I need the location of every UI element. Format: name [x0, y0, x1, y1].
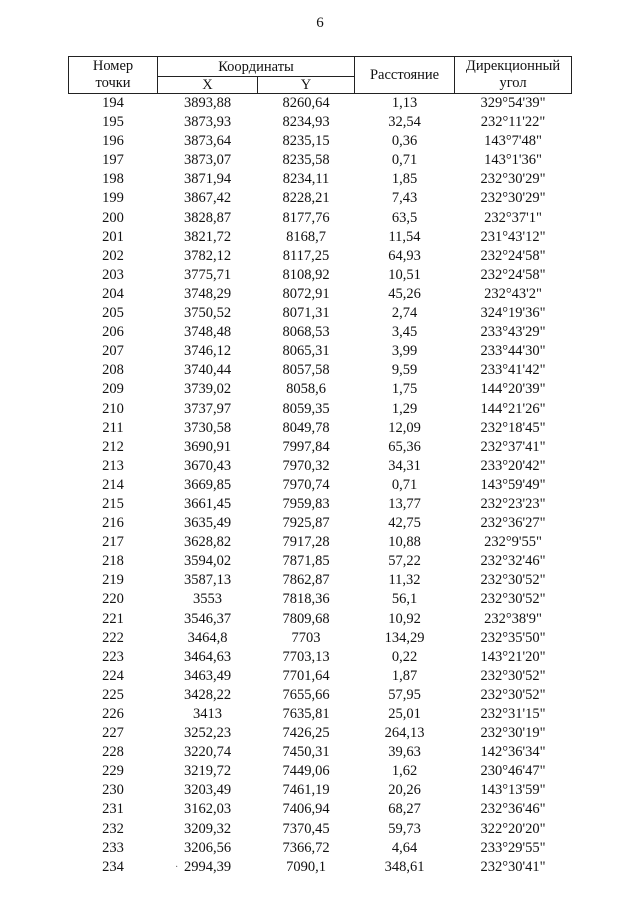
cell-point-number: 203 [102, 266, 124, 283]
cell-x: 3750,52 [183, 305, 232, 322]
cell-x: 3737,97 [183, 400, 232, 417]
cell-x: 3867,42 [183, 190, 232, 207]
cell-distance: 10,88 [388, 534, 421, 551]
cell-y: 8071,31 [282, 305, 330, 322]
table-row [69, 209, 572, 228]
cell-y: 7701,64 [282, 667, 330, 684]
cell-bearing: 232°38'9" [484, 610, 542, 627]
cell-point-number: 204 [102, 285, 124, 302]
cell-bearing: 232°30'52" [480, 572, 546, 589]
cell-x: 3464,8 [187, 629, 228, 646]
cell-bearing: 329°54'39" [480, 95, 546, 111]
cell-y: 8235,15 [282, 133, 330, 150]
cell-y: 8108,92 [282, 266, 330, 283]
cell-point-number: 222 [102, 629, 124, 646]
cell-point-number: 206 [102, 324, 124, 341]
coordinates-table-container [68, 56, 571, 877]
cell-point-number: 231 [102, 801, 124, 818]
table-row [69, 189, 572, 208]
table-row [69, 247, 572, 266]
table-row [69, 151, 572, 170]
header-distance: Расстояние [355, 57, 455, 94]
cell-distance: 0,36 [391, 133, 418, 150]
cell-distance: 63,5 [391, 209, 418, 226]
cell-distance: 59,73 [388, 820, 421, 837]
cell-y: 8234,93 [282, 114, 330, 131]
cell-distance: 3,99 [391, 343, 418, 360]
cell-bearing: 232°36'46" [480, 801, 546, 818]
table-row [69, 686, 572, 705]
cell-x: 3871,94 [183, 171, 232, 188]
cell-x: 3669,85 [183, 476, 232, 493]
cell-y: 7818,36 [282, 591, 330, 608]
cell-x: 3553 [193, 591, 222, 608]
table-row [69, 800, 572, 819]
cell-distance: 56,1 [391, 591, 418, 608]
cell-point-number: 200 [102, 209, 124, 226]
cell-point-number: 195 [102, 114, 124, 131]
cell-bearing: 232°23'23" [480, 495, 546, 512]
cell-y: 7862,87 [282, 572, 330, 589]
cell-distance: 42,75 [388, 515, 421, 532]
cell-bearing: 322°20'20" [480, 820, 546, 837]
table-row [69, 495, 572, 514]
header-coordinates: Координаты [158, 57, 355, 77]
cell-x: 3739,02 [183, 381, 232, 398]
cell-distance: 20,26 [388, 782, 421, 799]
cell-y: 8068,53 [282, 324, 330, 341]
cell-bearing: 230°46'47" [480, 763, 546, 780]
cell-bearing: 232°30'52" [480, 591, 546, 608]
header-point-number [69, 57, 158, 94]
cell-y: 8228,21 [282, 190, 330, 207]
cell-bearing: 232°37'1" [484, 209, 542, 226]
cell-bearing: 233°43'29" [480, 324, 546, 341]
cell-point-number: 215 [102, 495, 124, 512]
cell-x: 3873,93 [183, 114, 232, 131]
coordinates-table [68, 56, 572, 877]
cell-distance: 264,13 [384, 725, 425, 742]
cell-bearing: 143°1'36" [484, 152, 542, 169]
table-row [69, 820, 572, 839]
cell-bearing: 144°20'39" [480, 381, 546, 398]
cell-y: 7925,87 [282, 515, 330, 532]
cell-point-number: 224 [102, 667, 124, 684]
cell-y: 7917,28 [282, 534, 330, 551]
cell-x: 3748,29 [183, 285, 232, 302]
cell-y: 7449,06 [282, 763, 330, 780]
cell-y: 7703 [291, 629, 321, 646]
cell-x: 3873,07 [183, 152, 232, 169]
cell-bearing: 232°18'45" [480, 419, 546, 436]
table-row [69, 94, 572, 114]
table-row [69, 361, 572, 380]
cell-y: 8058,6 [286, 381, 326, 398]
cell-bearing: 232°32'46" [480, 553, 546, 570]
table-row [69, 514, 572, 533]
cell-x: 3893,88 [183, 95, 232, 111]
cell-x: 3413 [193, 706, 222, 722]
cell-point-number: 196 [102, 133, 124, 150]
table-row [69, 571, 572, 590]
cell-point-number: 199 [102, 190, 124, 207]
cell-y: 8234,11 [282, 171, 330, 188]
cell-bearing: 232°9'55" [484, 534, 542, 551]
cell-point-number: 201 [102, 228, 124, 245]
cell-y: 7450,31 [282, 744, 330, 761]
cell-bearing: 143°59'49" [480, 476, 546, 493]
cell-x: 3821,72 [183, 228, 232, 245]
cell-y: 7655,66 [282, 686, 330, 703]
table-row [69, 400, 572, 419]
cell-x: 3464,63 [183, 648, 232, 665]
cell-x: 3209,32 [183, 820, 232, 837]
cell-distance: 39,63 [388, 744, 421, 761]
table-row [69, 781, 572, 800]
cell-point-number: 229 [102, 763, 124, 780]
cell-bearing: 324°19'36" [480, 305, 546, 322]
cell-distance: 1,85 [391, 171, 418, 188]
cell-bearing: 232°30'19" [480, 725, 546, 742]
table-row [69, 839, 572, 858]
cell-y: 8059,35 [282, 400, 330, 417]
cell-y: 7406,94 [282, 801, 330, 818]
cell-y: 8072,91 [282, 285, 330, 302]
cell-x: 3670,43 [183, 457, 232, 474]
cell-bearing: 233°41'42" [480, 362, 546, 379]
cell-distance: 0,71 [391, 152, 418, 169]
cell-x: 3775,71 [183, 266, 232, 283]
cell-x: 3873,64 [183, 133, 232, 150]
cell-point-number: 220 [102, 591, 124, 608]
cell-x: 2994,39 [183, 858, 232, 875]
table-row [69, 724, 572, 743]
cell-bearing: 232°11'22" [480, 114, 546, 131]
cell-point-number: 223 [102, 648, 124, 665]
cell-distance: 0,22 [391, 648, 418, 665]
cell-point-number: 233 [102, 839, 124, 856]
cell-point-number: 197 [102, 152, 124, 169]
table-row [69, 285, 572, 304]
cell-y: 8057,58 [282, 362, 330, 379]
cell-x: 3428,22 [183, 686, 232, 703]
table-row [69, 113, 572, 132]
header-bearing-line2: угол [499, 75, 527, 91]
cell-x: 3546,37 [183, 610, 232, 627]
table-row [69, 648, 572, 667]
table-row [69, 705, 572, 724]
cell-point-number: 221 [102, 610, 124, 627]
cell-bearing: 232°24'58" [480, 247, 546, 264]
table-row [69, 629, 572, 648]
page-number: 6 [316, 15, 324, 31]
table-row [69, 533, 572, 552]
cell-distance: 45,26 [388, 285, 421, 302]
cell-point-number: 209 [102, 381, 124, 398]
cell-bearing: 232°24'58" [480, 266, 546, 283]
cell-distance: 1,13 [391, 95, 418, 111]
cell-y: 7090,1 [286, 858, 326, 875]
cell-bearing: 232°31'15" [480, 706, 546, 722]
cell-y: 7366,72 [282, 839, 330, 856]
table-row [69, 170, 572, 189]
cell-point-number: 219 [102, 572, 124, 589]
cell-y: 8177,76 [282, 209, 330, 226]
cell-x: 3203,49 [183, 782, 232, 799]
cell-y: 7426,25 [282, 725, 330, 742]
cell-distance: 57,95 [388, 686, 421, 703]
cell-x: 3220,74 [183, 744, 232, 761]
cell-x: 3661,45 [183, 495, 232, 512]
cell-bearing: 232°30'29" [480, 171, 546, 188]
cell-x: 3463,49 [183, 667, 232, 684]
table-row [69, 457, 572, 476]
cell-distance: 68,27 [388, 801, 421, 818]
table-row [69, 476, 572, 495]
cell-distance: 1,75 [391, 381, 418, 398]
cell-x: 3690,91 [183, 438, 232, 455]
cell-x: 3162,03 [183, 801, 232, 818]
cell-distance: 1,87 [391, 667, 418, 684]
cell-bearing: 232°36'27" [480, 515, 546, 532]
cell-bearing: 231°43'12" [480, 228, 546, 245]
cell-point-number: 207 [102, 343, 124, 360]
cell-bearing: 143°7'48" [484, 133, 542, 150]
table-row [69, 266, 572, 285]
cell-x: 3635,49 [183, 515, 232, 532]
cell-y: 8260,64 [282, 95, 330, 111]
table-row [69, 228, 572, 247]
cell-bearing: 142°36'34" [480, 744, 546, 761]
cell-distance: 3,45 [391, 324, 418, 341]
cell-bearing: 232°30'52" [480, 667, 546, 684]
cell-distance: 1,29 [391, 400, 418, 417]
cell-distance: 2,74 [391, 305, 418, 322]
cell-point-number: 194 [102, 95, 124, 111]
cell-point-number: 210 [102, 400, 124, 417]
header-point-number-line1: Номер [92, 58, 134, 74]
cell-y: 7635,81 [282, 706, 330, 722]
cell-x: 3206,56 [183, 839, 232, 856]
cell-point-number: 202 [102, 247, 124, 264]
cell-bearing: 232°35'50" [480, 629, 546, 646]
cell-x: 3740,44 [183, 362, 232, 379]
cell-y: 7871,85 [282, 553, 330, 570]
cell-x: 3628,82 [183, 534, 232, 551]
cell-point-number: 226 [102, 706, 124, 722]
cell-bearing: 232°30'29" [480, 190, 546, 207]
cell-point-number: 205 [102, 305, 124, 322]
cell-point-number: 211 [102, 419, 124, 436]
cell-point-number: 227 [102, 725, 124, 742]
cell-distance: 134,29 [384, 629, 425, 646]
cell-point-number: 218 [102, 553, 124, 570]
cell-bearing: 232°30'41" [480, 858, 546, 875]
cell-point-number: 208 [102, 362, 124, 379]
cell-y: 7809,68 [282, 610, 330, 627]
table-row [69, 590, 572, 609]
cell-x: 3782,12 [183, 247, 232, 264]
header-x: X [158, 77, 258, 94]
table-row [69, 323, 572, 342]
cell-y: 8065,31 [282, 343, 330, 360]
cell-point-number: 232 [102, 820, 124, 837]
cell-distance: 32,54 [388, 114, 421, 131]
cell-distance: 348,61 [384, 858, 425, 875]
cell-y: 7959,83 [282, 495, 330, 512]
cell-x: 3748,48 [183, 324, 232, 341]
header-point-number-line2: точки [95, 75, 131, 91]
table-row [69, 667, 572, 686]
table-body [69, 94, 572, 877]
cell-distance: 12,09 [388, 419, 421, 436]
header-bearing-line1: Дирекционный [465, 58, 561, 74]
cell-point-number: 214 [102, 476, 124, 493]
table-row [69, 858, 572, 877]
cell-distance: 13,77 [388, 495, 421, 512]
cell-distance: 25,01 [388, 706, 421, 722]
cell-bearing: 232°37'41" [480, 438, 546, 455]
cell-distance: 34,31 [388, 457, 421, 474]
cell-point-number: 225 [102, 686, 124, 703]
cell-distance: 7,43 [391, 190, 418, 207]
cell-distance: 9,59 [391, 362, 418, 379]
cell-point-number: 234 [102, 858, 124, 875]
cell-y: 7370,45 [282, 820, 330, 837]
table-row [69, 132, 572, 151]
cell-x: 3587,13 [183, 572, 232, 589]
cell-y: 7997,84 [282, 438, 330, 455]
cell-distance: 4,64 [391, 839, 418, 856]
cell-x: 3828,87 [183, 209, 232, 226]
cell-bearing: 233°29'55" [480, 839, 546, 856]
cell-bearing: 232°30'52" [480, 686, 546, 703]
cell-point-number: 212 [102, 438, 124, 455]
cell-point-number: 217 [102, 534, 124, 551]
cell-point-number: 213 [102, 457, 124, 474]
cell-y: 7703,13 [282, 648, 330, 665]
cell-distance: 64,93 [388, 247, 421, 264]
table-row [69, 552, 572, 571]
cell-bearing: 233°20'42" [480, 457, 546, 474]
cell-distance: 10,51 [388, 266, 421, 283]
cell-point-number: 216 [102, 515, 124, 532]
table-row [69, 610, 572, 629]
cell-point-number: 198 [102, 171, 124, 188]
cell-point-number: 228 [102, 744, 124, 761]
cell-bearing: 233°44'30" [480, 343, 546, 360]
cell-distance: 10,92 [388, 610, 421, 627]
table-row [69, 743, 572, 762]
cell-y: 7970,32 [282, 457, 330, 474]
cell-y: 8049,78 [282, 419, 330, 436]
table-row [69, 419, 572, 438]
table-row [69, 304, 572, 323]
cell-bearing: 232°43'2" [484, 285, 542, 302]
cell-distance: 0,71 [391, 476, 418, 493]
cell-x: 3594,02 [183, 553, 232, 570]
cell-distance: 57,22 [388, 553, 421, 570]
cell-x: 3219,72 [183, 763, 232, 780]
cell-x: 3730,58 [183, 419, 232, 436]
cell-distance: 65,36 [388, 438, 421, 455]
cell-distance: 11,54 [388, 228, 421, 245]
table-row [69, 438, 572, 457]
cell-y: 7970,74 [282, 476, 330, 493]
table-row [69, 380, 572, 399]
header-bearing [455, 57, 572, 94]
cell-y: 8117,25 [282, 247, 330, 264]
cell-point-number: 230 [102, 782, 124, 799]
cell-y: 7461,19 [282, 782, 330, 799]
cell-x: 3746,12 [183, 343, 232, 360]
cell-x: 3252,23 [183, 725, 232, 742]
cell-y: 8235,58 [282, 152, 330, 169]
header-y: Y [258, 77, 355, 94]
cell-bearing: 144°21'26" [480, 400, 546, 417]
table-header [69, 57, 572, 94]
scan-speck: · [175, 862, 179, 873]
cell-distance: 11,32 [388, 572, 421, 589]
cell-distance: 1,62 [391, 763, 418, 780]
table-row [69, 342, 572, 361]
cell-bearing: 143°21'20" [480, 648, 546, 665]
cell-y: 8168,7 [286, 228, 326, 245]
cell-bearing: 143°13'59" [480, 782, 546, 799]
table-row [69, 762, 572, 781]
